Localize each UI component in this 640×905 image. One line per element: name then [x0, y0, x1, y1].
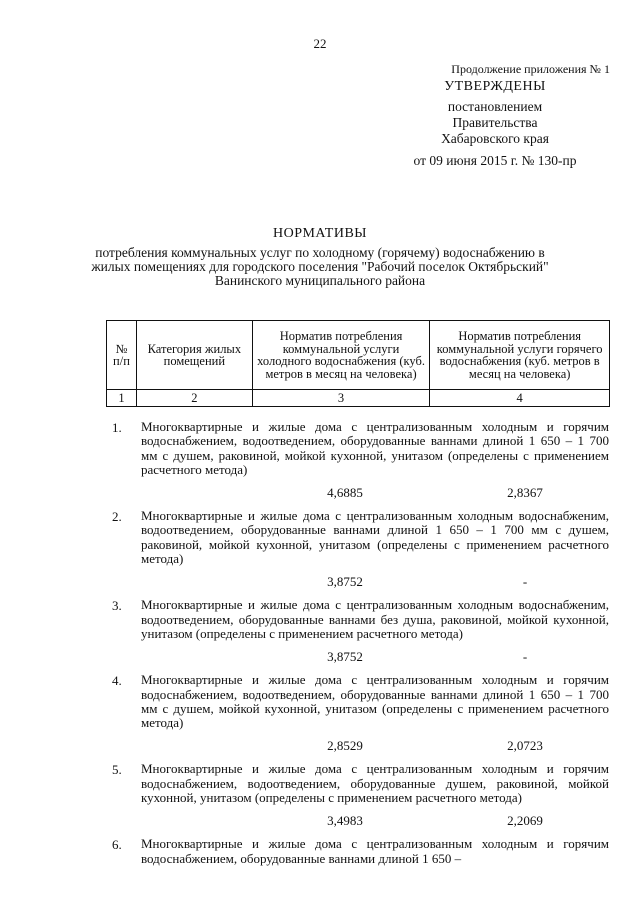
column-number: 2	[136, 390, 252, 407]
hot-water-value: 2,8367	[507, 485, 543, 501]
approval-line: Правительства	[452, 115, 538, 130]
approval-date: от 09 июня 2015 г. № 130-пр	[413, 153, 577, 168]
cold-water-value: 3,8752	[327, 574, 363, 590]
table-header-row	[107, 321, 610, 390]
entry-values	[0, 483, 640, 505]
entry-description: Многоквартирные и жилые дома с централизованным холодным и горячим водоснабжением, водоотведением, оборудованные душем, раковиной, мойкой кухонной, унитазом (определены с применением расчетного метода)	[141, 761, 609, 806]
hot-water-value: -	[522, 649, 528, 665]
approval-block	[380, 61, 610, 169]
entry-description: Многоквартирные и жилые дома с централизованным холодным и горячим водоснабжением, водоотведением, оборудованные ваннами длиной 1 650 – 1 700 мм с душем, раковиной, мойкой кухонной, унитазом (определены с применением расчетного метода)	[141, 419, 609, 477]
entry-values	[0, 811, 640, 833]
header-hot-water: Норматив потребления коммунальной услуги горячего водоснабжения (куб. метров в месяц на человека)	[430, 321, 610, 390]
header-number: № п/п	[107, 321, 137, 390]
entry-values	[0, 572, 640, 594]
entry-number: 4.	[112, 673, 122, 689]
hot-water-value: 2,2069	[507, 813, 543, 829]
list-item	[0, 837, 640, 866]
page-number: 22	[313, 36, 327, 51]
norms-table-header	[106, 320, 610, 407]
list-item	[0, 762, 640, 833]
list-item	[0, 598, 640, 669]
entry-values	[0, 736, 640, 758]
entry-number: 1.	[112, 420, 122, 435]
entry-description: Многоквартирные и жилые дома с централизованным холодным и горячим водоснабжением, водоотведением, оборудованные ваннами длиной 1 650 – 1 700 мм с душем, мойкой кухонной, унитазом (определены с применением расчетного метода)	[141, 672, 609, 731]
entry-description: Многоквартирные и жилые дома с централизованным холодным и горячим водоснабжением, оборудованные ваннами длиной 1 650 –	[141, 836, 609, 866]
entry-number: 5.	[112, 762, 122, 778]
hot-water-value: -	[522, 574, 528, 590]
hot-water-value: 2,0723	[507, 738, 543, 754]
cold-water-value: 3,4983	[327, 813, 363, 829]
list-item	[0, 420, 640, 505]
entries-list	[0, 420, 640, 870]
document-subtitle: потребления коммунальных услуг по холодному (горячему) водоснабжению в жилых помещениях для городского поселения "Рабочий поселок Октябрьский" Ванинского муниципального района	[91, 245, 549, 288]
cold-water-value: 2,8529	[327, 738, 363, 754]
column-number: 4	[430, 390, 610, 407]
approval-line: Хабаровского края	[441, 131, 549, 146]
entry-number: 3.	[112, 598, 122, 614]
document-title: НОРМАТИВЫ	[272, 226, 368, 241]
column-number: 3	[252, 390, 430, 407]
list-item	[0, 673, 640, 758]
cold-water-value: 3,8752	[327, 649, 363, 665]
approved-heading: УТВЕРЖДЕНЫ	[444, 79, 546, 94]
entry-number: 2.	[112, 509, 122, 525]
entry-description: Многоквартирные и жилые дома с централизованным холодным водоснабженим, водоотведением, оборудованные ваннами длиной 1 650 – 1 700 мм с душем, раковиной, мойкой кухонной, унитазом (определены с применением расчетного метода)	[141, 508, 609, 567]
continuation-note: Продолжение приложения № 1	[451, 62, 610, 76]
entry-number: 6.	[112, 837, 122, 853]
table-column-numbers-row	[107, 390, 610, 407]
list-item	[0, 509, 640, 594]
entry-description: Многоквартирные и жилые дома с централизованным холодным водоснабженим, водоотведением, оборудованные ваннами без душа, раковиной, мойкой кухонной, унитазом (определены с применением расчетного метода)	[141, 597, 609, 641]
column-number: 1	[107, 390, 137, 407]
header-category: Категория жилых помещений	[136, 321, 252, 390]
entry-values	[0, 647, 640, 669]
cold-water-value: 4,6885	[327, 485, 363, 501]
approval-line: постановлением	[447, 99, 543, 114]
header-cold-water: Норматив потребления коммунальной услуги холодного водоснабжения (куб. метров в месяц на человека)	[252, 321, 430, 390]
